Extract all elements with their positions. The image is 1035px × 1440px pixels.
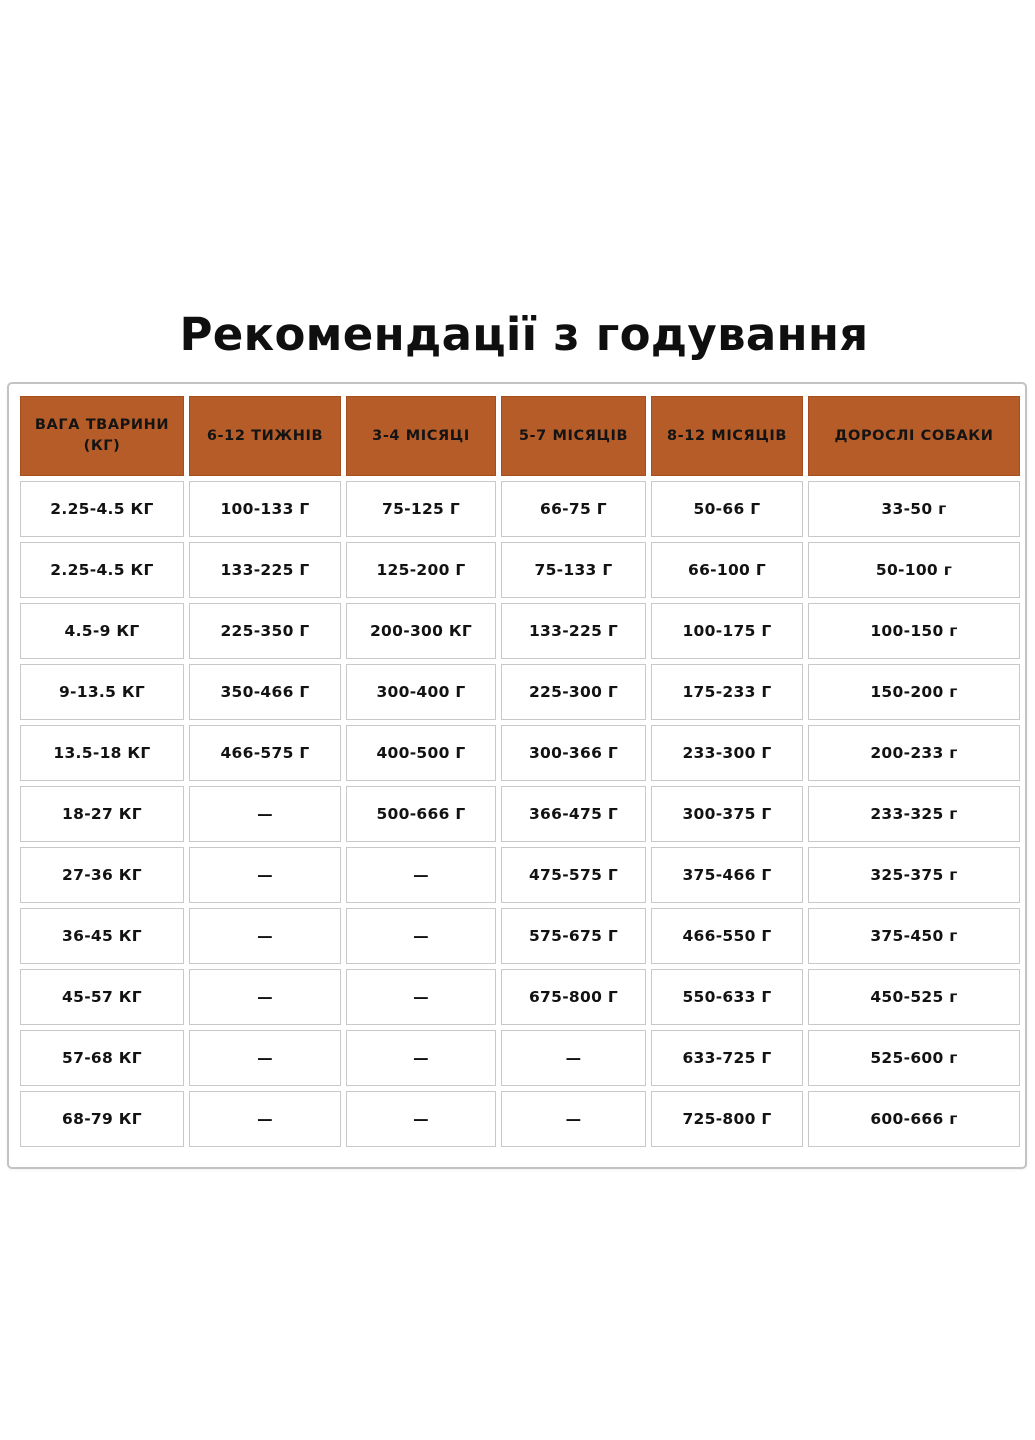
table-cell: 233-300 Г bbox=[651, 725, 803, 781]
table-cell: 175-233 Г bbox=[651, 664, 803, 720]
table-cell: 525-600 г bbox=[808, 1030, 1020, 1086]
table-cell: — bbox=[346, 908, 496, 964]
table-row bbox=[20, 847, 1020, 903]
table-cell: — bbox=[346, 969, 496, 1025]
table-row bbox=[20, 481, 1020, 537]
table-cell: 33-50 г bbox=[808, 481, 1020, 537]
table-cell: 475-575 Г bbox=[501, 847, 646, 903]
table-cell: 300-375 Г bbox=[651, 786, 803, 842]
table-cell: 75-133 Г bbox=[501, 542, 646, 598]
page-title: Рекомендації з годування bbox=[179, 308, 869, 361]
table-cell: 500-666 Г bbox=[346, 786, 496, 842]
table-header-row bbox=[20, 396, 1020, 476]
table-cell: 68-79 КГ bbox=[20, 1091, 184, 1147]
table-row bbox=[20, 969, 1020, 1025]
table-cell: 13.5-18 КГ bbox=[20, 725, 184, 781]
table-cell: 18-27 КГ bbox=[20, 786, 184, 842]
table-cell: 9-13.5 КГ bbox=[20, 664, 184, 720]
table-cell: 633-725 Г bbox=[651, 1030, 803, 1086]
table-cell: 450-525 г bbox=[808, 969, 1020, 1025]
table-cell: 2.25-4.5 КГ bbox=[20, 542, 184, 598]
table-cell: 100-150 г bbox=[808, 603, 1020, 659]
table-cell: — bbox=[189, 908, 341, 964]
table-cell: — bbox=[189, 786, 341, 842]
table-cell: 4.5-9 КГ bbox=[20, 603, 184, 659]
table-cell: — bbox=[189, 969, 341, 1025]
table-cell: 600-666 г bbox=[808, 1091, 1020, 1147]
table-cell: 200-233 г bbox=[808, 725, 1020, 781]
feeding-table bbox=[15, 391, 1025, 1152]
header-6-12-weeks: 6-12 ТИЖНІВ bbox=[189, 396, 341, 476]
table-cell: 300-366 Г bbox=[501, 725, 646, 781]
table-cell: 100-133 Г bbox=[189, 481, 341, 537]
header-adult-dogs: ДОРОСЛІ СОБАКИ bbox=[808, 396, 1020, 476]
header-5-7-months: 5-7 МІСЯЦІВ bbox=[501, 396, 646, 476]
table-cell: 100-175 Г bbox=[651, 603, 803, 659]
table-cell: 66-75 Г bbox=[501, 481, 646, 537]
table-cell: 125-200 Г bbox=[346, 542, 496, 598]
table-cell: 300-400 Г bbox=[346, 664, 496, 720]
table-cell: 225-300 Г bbox=[501, 664, 646, 720]
table-cell: 36-45 КГ bbox=[20, 908, 184, 964]
table-cell: 725-800 Г bbox=[651, 1091, 803, 1147]
table-cell: 375-466 Г bbox=[651, 847, 803, 903]
table-cell: 50-100 г bbox=[808, 542, 1020, 598]
table-cell: 233-325 г bbox=[808, 786, 1020, 842]
table-cell: 50-66 Г bbox=[651, 481, 803, 537]
table-cell: — bbox=[189, 1091, 341, 1147]
table-cell: 150-200 г bbox=[808, 664, 1020, 720]
table-row bbox=[20, 908, 1020, 964]
table-cell: 200-300 КГ bbox=[346, 603, 496, 659]
table-cell: — bbox=[346, 1030, 496, 1086]
table-cell: 133-225 Г bbox=[189, 542, 341, 598]
table-row bbox=[20, 603, 1020, 659]
table-cell: 45-57 КГ bbox=[20, 969, 184, 1025]
table-cell: 550-633 Г bbox=[651, 969, 803, 1025]
table-cell: — bbox=[189, 1030, 341, 1086]
table-cell: 400-500 Г bbox=[346, 725, 496, 781]
table-cell: — bbox=[501, 1030, 646, 1086]
table-cell: 2.25-4.5 КГ bbox=[20, 481, 184, 537]
table-row bbox=[20, 725, 1020, 781]
table-cell: 575-675 Г bbox=[501, 908, 646, 964]
table-cell: 675-800 Г bbox=[501, 969, 646, 1025]
table-cell: — bbox=[501, 1091, 646, 1147]
table-cell: 325-375 г bbox=[808, 847, 1020, 903]
table-row bbox=[20, 1091, 1020, 1147]
table-cell: 375-450 г bbox=[808, 908, 1020, 964]
table-cell: 225-350 Г bbox=[189, 603, 341, 659]
header-animal-weight: ВАГА ТВАРИНИ (КГ) bbox=[20, 396, 184, 476]
table-cell: 466-575 Г bbox=[189, 725, 341, 781]
table-cell: 350-466 Г bbox=[189, 664, 341, 720]
table-cell: — bbox=[346, 1091, 496, 1147]
table-row bbox=[20, 542, 1020, 598]
table-cell: — bbox=[189, 847, 341, 903]
table-cell: 366-475 Г bbox=[501, 786, 646, 842]
header-8-12-months: 8-12 МІСЯЦІВ bbox=[651, 396, 803, 476]
table-cell: 57-68 КГ bbox=[20, 1030, 184, 1086]
table-cell: 27-36 КГ bbox=[20, 847, 184, 903]
header-3-4-months: 3-4 МІСЯЦІ bbox=[346, 396, 496, 476]
table-row bbox=[20, 1030, 1020, 1086]
table-cell: 75-125 Г bbox=[346, 481, 496, 537]
table-cell: 133-225 Г bbox=[501, 603, 646, 659]
table-row bbox=[20, 664, 1020, 720]
table-cell: 66-100 Г bbox=[651, 542, 803, 598]
table-cell: — bbox=[346, 847, 496, 903]
table-cell: 466-550 Г bbox=[651, 908, 803, 964]
table-row bbox=[20, 786, 1020, 842]
